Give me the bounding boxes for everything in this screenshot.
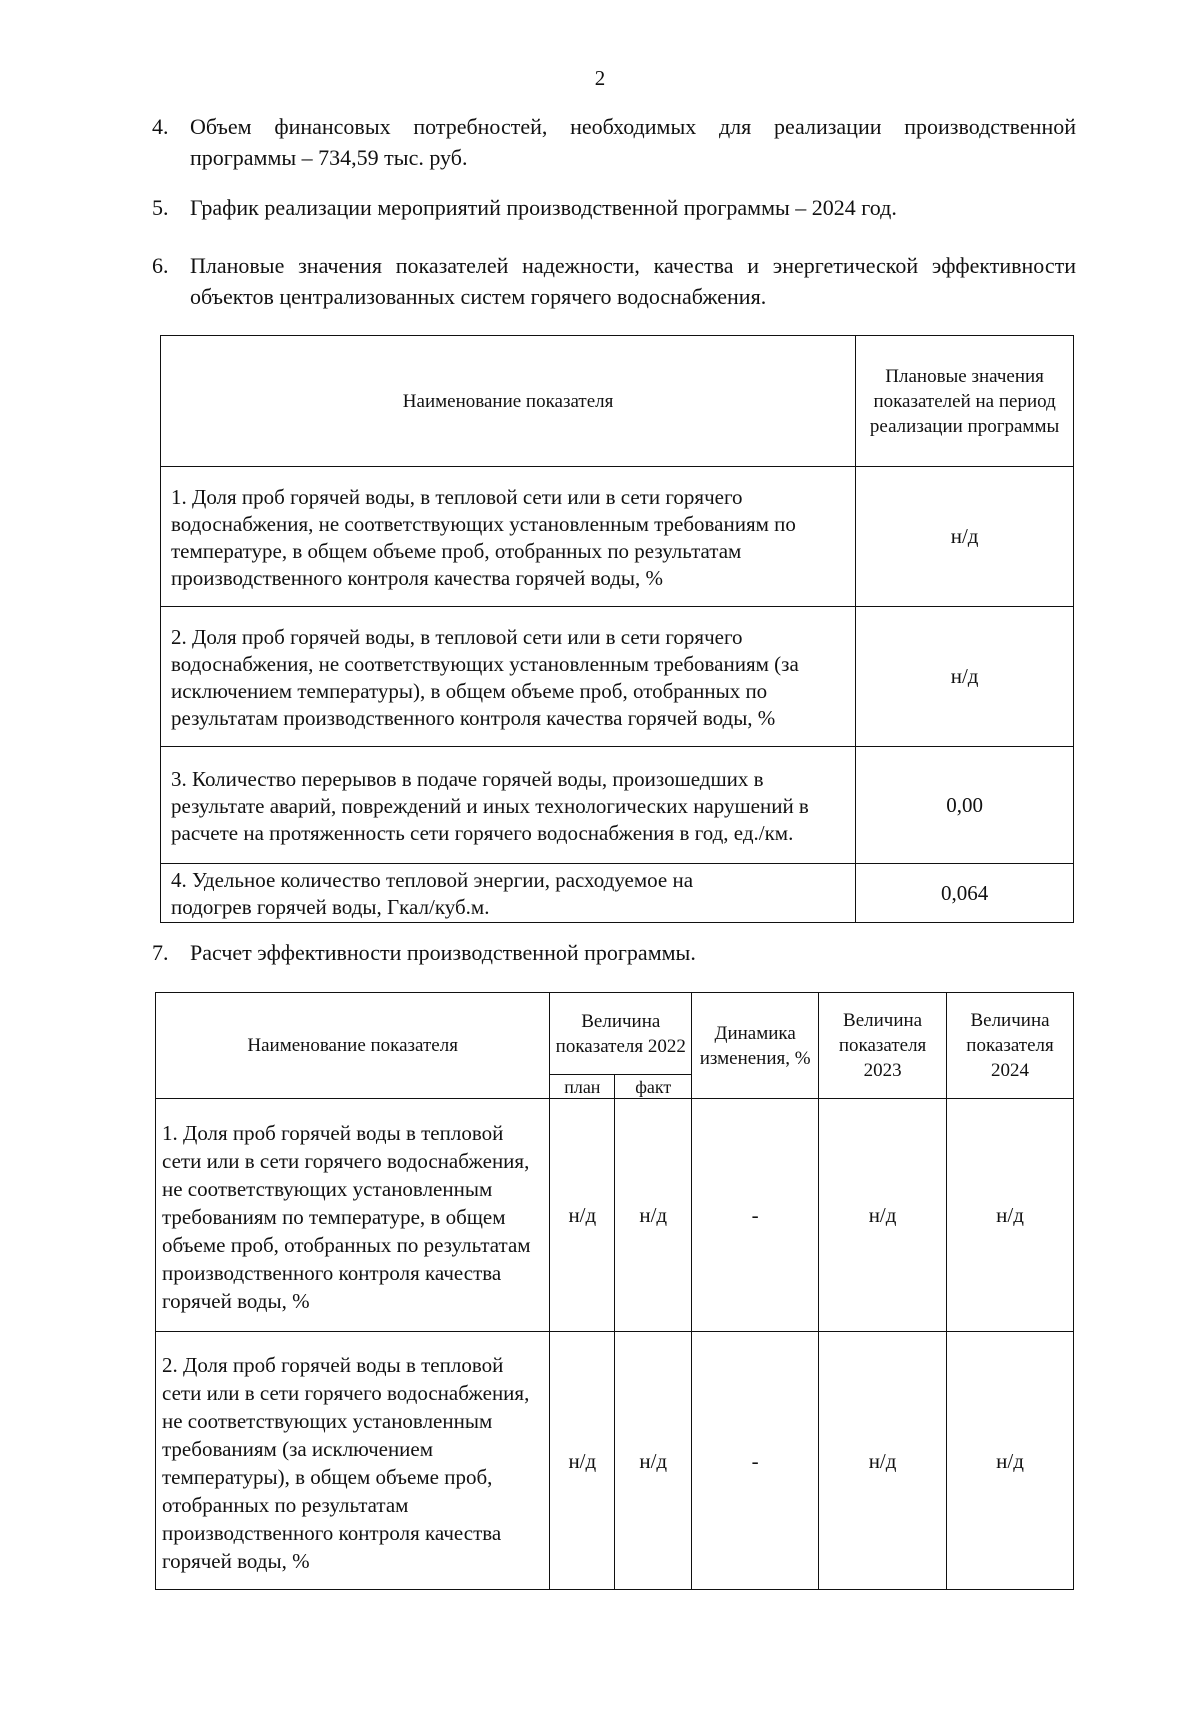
list-item [152,937,1076,968]
table-header-row [156,993,1074,1075]
list-item-number: 5. [152,195,169,220]
indicator-name: 1. Доля проб горячей воды, в тепловой сети или в сети горячего водоснабжения, не соответствующих установленным требованиям по температуре, в общем объеме проб, отобранных по результатам производственного контроля качества горячей воды, % [161,467,856,607]
dynamics-value: - [692,1099,819,1332]
indicator-value: н/д [856,607,1074,747]
indicator-name: 1. Доля проб горячей воды в тепловой сети или в сети горячего водоснабжения, не соответствующих установленным требованиям по температуре, в общем объеме проб, отобранных по результатам производственного контроля качества горячей воды, % [156,1099,550,1332]
table-row [156,1099,1074,1332]
indicator-name: 4. Удельное количество тепловой энергии, расходуемое на подогрев горячей воды, Гкал/куб.м. [161,864,856,923]
list-item-number: 7. [152,940,169,965]
list-item-text: График реализации мероприятий производственной программы – 2024 год. [190,195,897,220]
list-item [152,111,1076,173]
column-header-name: Наименование показателя [161,336,856,467]
plan-value: н/д [550,1332,615,1590]
indicator-value: 0,064 [856,864,1074,923]
value-2023: н/д [819,1099,947,1332]
indicator-name: 2. Доля проб горячей воды, в тепловой сети или в сети горячего водоснабжения, не соответствующих установленным требованиям (за исключением температуры), в общем объеме проб, отобранных по результатам производственного контроля качества горячей воды, % [161,607,856,747]
column-header-2024: Величина показателя 2024 [947,993,1074,1099]
column-header-name: Наименование показателя [156,993,550,1099]
indicator-value: н/д [856,467,1074,607]
list-item-text: Плановые значения показателей надежности, качества и энергетической эффективности объектов централизованных систем горячего водоснабжения. [190,253,1076,309]
column-header-fact: факт [615,1075,692,1099]
column-header-plan: план [550,1075,615,1099]
list-item-number: 6. [152,253,169,278]
table-row [161,747,1074,864]
table-header-row [161,336,1074,467]
fact-value: н/д [615,1332,692,1590]
value-2024: н/д [947,1332,1074,1590]
table-row [161,864,1074,923]
list-item-number: 4. [152,114,169,139]
dynamics-value: - [692,1332,819,1590]
column-header-planned-values: Плановые значения показателей на период реализации программы [856,336,1074,467]
list-item-text: Объем финансовых потребностей, необходимых для реализации производственной программы – 734,59 тыс. руб. [190,114,1076,170]
plan-value: н/д [550,1099,615,1332]
column-header-2023: Величина показателя 2023 [819,993,947,1099]
indicator-name: 3. Количество перерывов в подаче горячей воды, произошедших в результате аварий, повреждений и иных технологических нарушений в расчете на протяженность сети горячего водоснабжения в год, ед./км. [161,747,856,864]
reliability-indicators-table [160,335,1074,923]
list-item [152,192,1076,223]
value-2023: н/д [819,1332,947,1590]
column-header-dynamics: Динамика изменения, % [692,993,819,1099]
table-row [161,467,1074,607]
list-item-text: Расчет эффективности производственной программы. [190,940,696,965]
program-efficiency-table [155,992,1074,1590]
table-row [161,607,1074,747]
fact-value: н/д [615,1099,692,1332]
value-2024: н/д [947,1099,1074,1332]
list-item [152,250,1076,312]
column-header-2022: Величина показателя 2022 [550,993,692,1075]
page-number: 2 [594,66,606,90]
indicator-value: 0,00 [856,747,1074,864]
indicator-name: 2. Доля проб горячей воды в тепловой сети или в сети горячего водоснабжения, не соответствующих установленным требованиям (за исключением температуры), в общем объеме проб, отобранных по результатам производственного контроля качества горячей воды, % [156,1332,550,1590]
table-row [156,1332,1074,1590]
